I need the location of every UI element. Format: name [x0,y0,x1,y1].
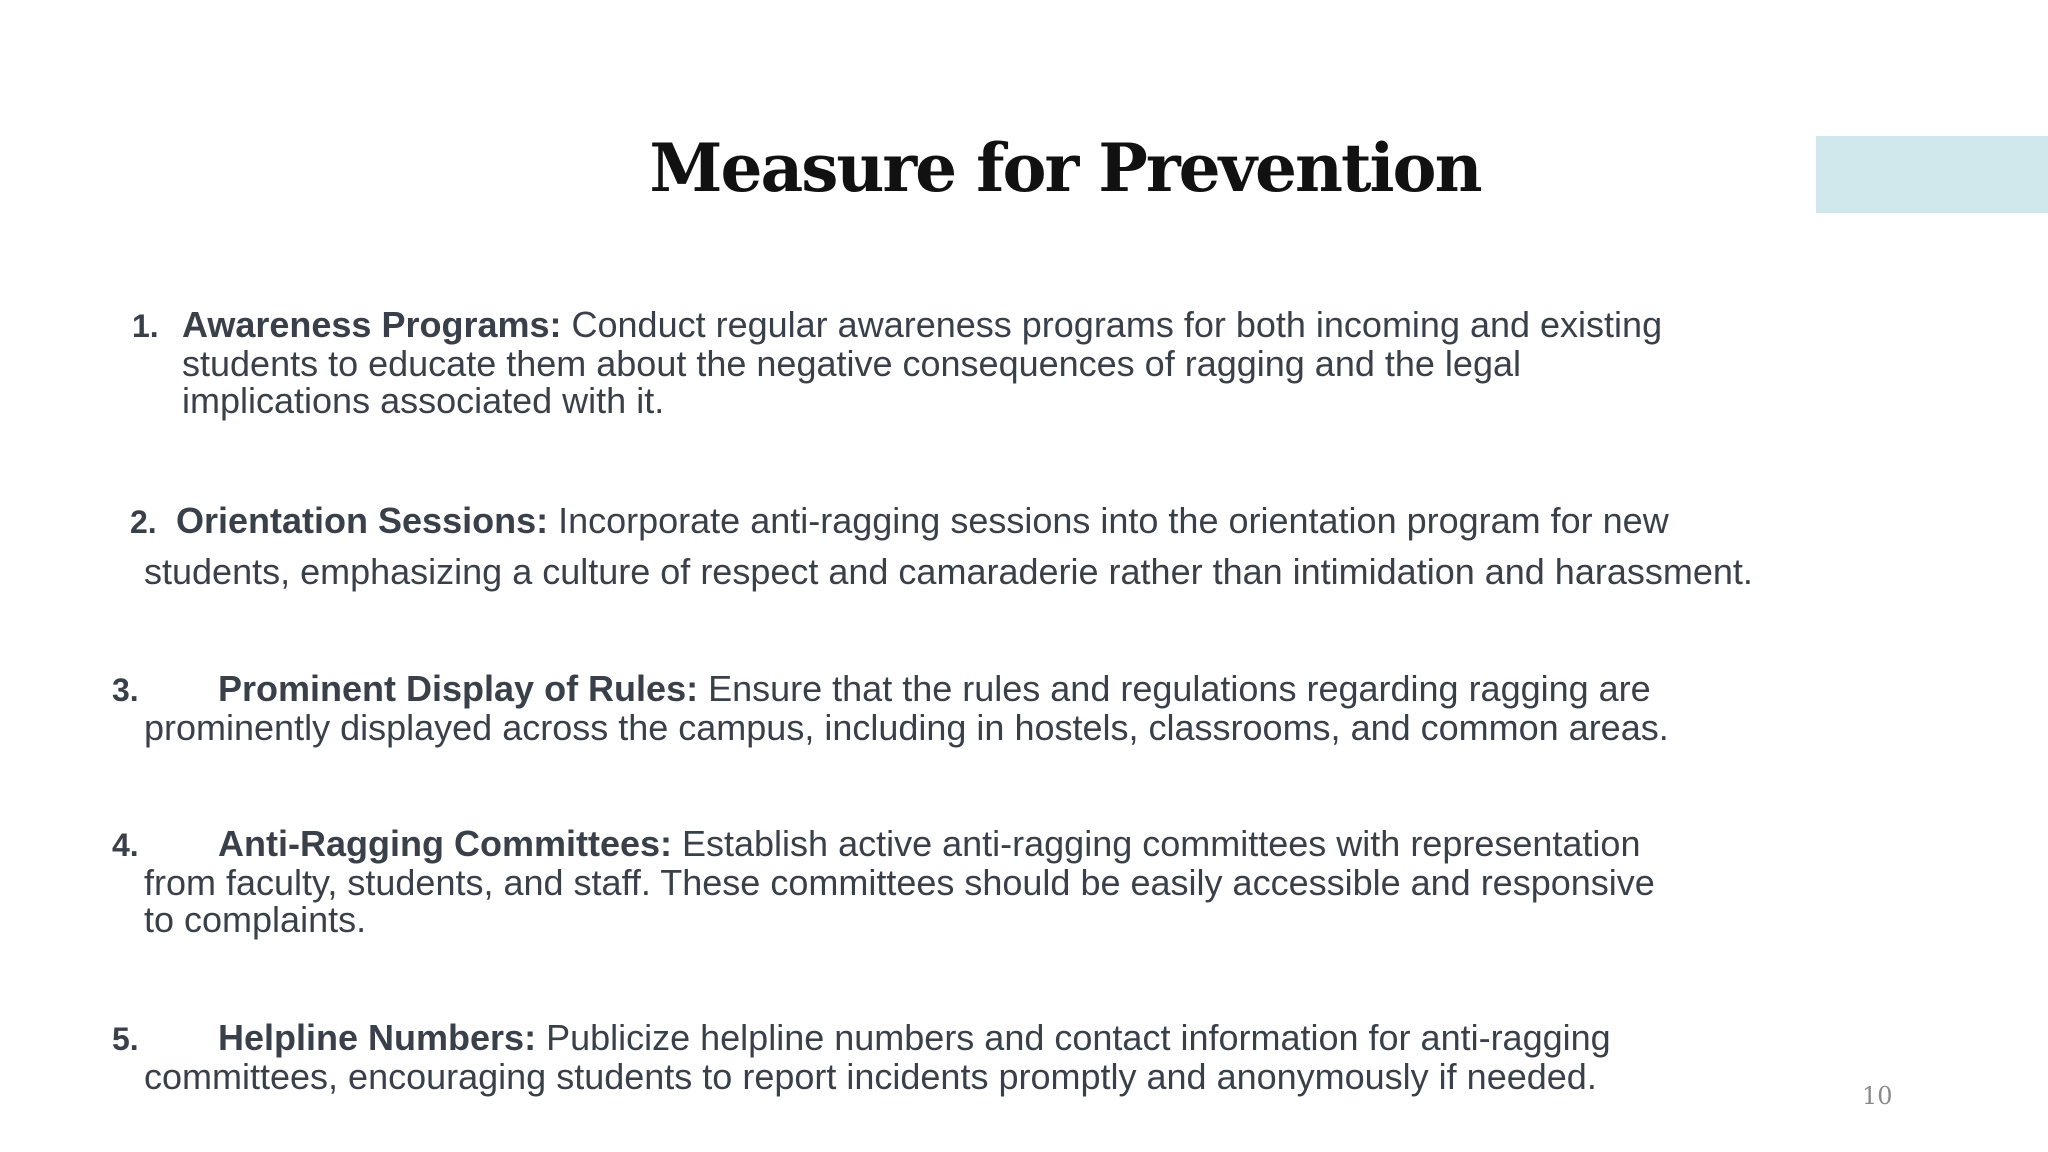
list-item-heading: Awareness Programs: [182,304,562,345]
list-item-line [130,496,1753,547]
list-item-line [112,825,1655,864]
list-item-orientation-sessions [130,496,1753,597]
list-item-number: 1. [132,308,159,344]
list-item-text: Ensure that the rules and regulations regarding ragging are [698,668,1651,709]
list-item-awareness-programs [132,306,1662,419]
list-item-number: 4. [112,827,139,863]
list-item-text: Incorporate anti-ragging sessions into the orientation program for new [548,500,1669,541]
list-item-text: students, emphasizing a culture of respect and camaraderie rather than intimidation and harassment. [144,551,1753,592]
list-item-text: implications associated with it. [182,380,665,421]
list-item-line [112,1019,1611,1058]
list-item-text: Publicize helpline numbers and contact information for anti-ragging [536,1017,1611,1058]
list-item-number: 5. [112,1021,139,1057]
list-item-heading: Orientation Sessions: [176,500,549,541]
list-item-text: students to educate them about the negative consequences of ragging and the legal [182,343,1521,384]
list-item-text: Conduct regular awareness programs for both incoming and existing [561,304,1663,345]
list-item-line [112,670,1669,709]
list-item-prominent-display-of-rules [112,670,1669,746]
list-item-heading: Anti-Ragging Committees: [218,823,672,864]
list-item-heading: Helpline Numbers: [218,1017,537,1058]
page-number: 10 [1862,1082,1893,1110]
list-item-text: to complaints. [144,899,367,940]
list-item-anti-ragging-committees [112,825,1655,938]
list-item-text: committees, encouraging students to report incidents promptly and anonymously if needed. [144,1056,1597,1097]
list-item-helpline-numbers [112,1019,1611,1095]
slide-title: Measure for Prevention [649,129,1481,207]
list-item-text: Establish active anti-ragging committees with representation [672,823,1641,864]
list-item-line [132,306,1662,345]
list-item-heading: Prominent Display of Rules: [218,668,699,709]
list-item-text: prominently displayed across the campus, including in hostels, classrooms, and common areas. [144,707,1669,748]
list-item-text: from faculty, students, and staff. These committees should be easily accessible and responsive [144,862,1655,903]
list-item-number: 3. [112,672,139,708]
list-item-number: 2. [130,504,157,540]
